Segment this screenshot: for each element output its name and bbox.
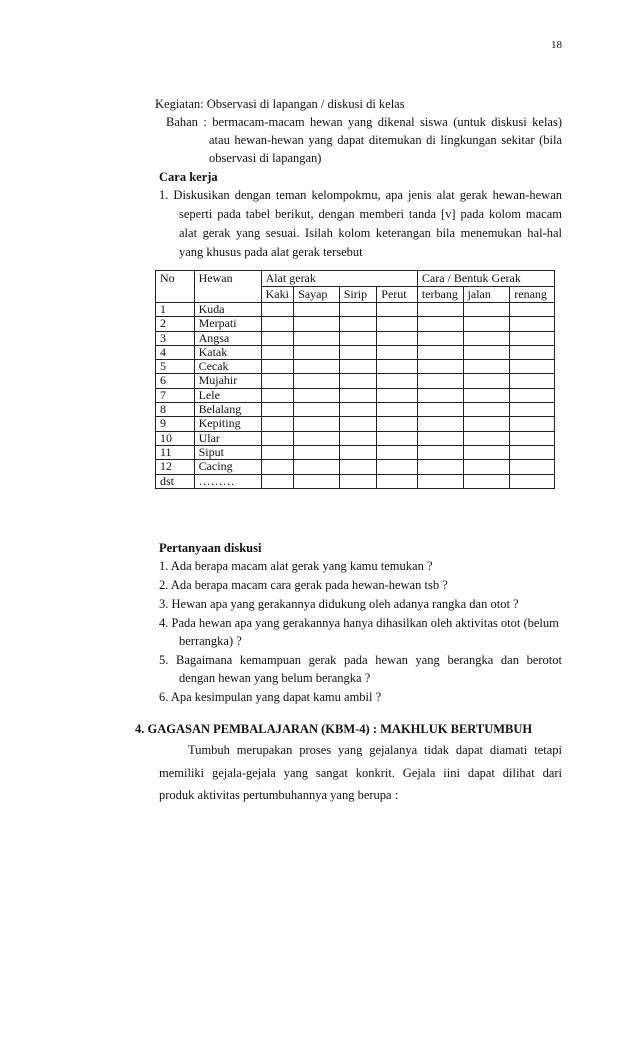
cell-no: 1	[156, 303, 195, 317]
bahan-continuation-end: observasi di lapangan)	[209, 151, 322, 165]
cara-kerja-heading: Cara kerja	[159, 170, 218, 184]
checkbox-cell[interactable]	[510, 331, 555, 345]
checkbox-cell[interactable]	[417, 431, 463, 445]
checkbox-cell[interactable]	[377, 317, 418, 331]
table-row	[156, 403, 555, 417]
checkbox-cell[interactable]	[261, 374, 293, 388]
checkbox-cell[interactable]	[463, 331, 510, 345]
cell-no: 5	[156, 360, 195, 374]
checkbox-cell[interactable]	[294, 460, 340, 474]
question-3: 3. Hewan apa yang gerakannya didukung oleh adanya rangka dan otot ?	[159, 597, 519, 611]
checkbox-cell[interactable]	[261, 388, 293, 402]
observation-table	[155, 270, 555, 489]
checkbox-cell[interactable]	[339, 331, 377, 345]
cell-hewan: Kepiting	[194, 417, 261, 431]
checkbox-cell[interactable]	[294, 374, 340, 388]
checkbox-cell[interactable]	[463, 360, 510, 374]
checkbox-cell[interactable]	[377, 303, 418, 317]
checkbox-cell[interactable]	[377, 460, 418, 474]
checkbox-cell[interactable]	[510, 460, 555, 474]
cell-no: 8	[156, 403, 195, 417]
checkbox-cell[interactable]	[261, 331, 293, 345]
checkbox-cell[interactable]	[463, 431, 510, 445]
checkbox-cell[interactable]	[377, 431, 418, 445]
checkbox-cell[interactable]	[261, 360, 293, 374]
checkbox-cell[interactable]	[339, 445, 377, 459]
header-perut: Perut	[377, 287, 418, 303]
checkbox-cell[interactable]	[510, 303, 555, 317]
checkbox-cell[interactable]	[417, 303, 463, 317]
table-header-row	[156, 271, 555, 287]
header-alat-gerak: Alat gerak	[261, 271, 417, 287]
checkbox-cell[interactable]	[339, 303, 377, 317]
cell-hewan: ………	[194, 474, 261, 488]
checkbox-cell[interactable]	[417, 345, 463, 359]
checkbox-cell[interactable]	[294, 331, 340, 345]
cell-hewan: Kuda	[194, 303, 261, 317]
question-4: 4. Pada hewan apa yang gerakannya hanya dihasilkan oleh aktivitas otot (belum	[159, 616, 559, 630]
table-row	[156, 431, 555, 445]
kegiatan-line: Kegiatan: Observasi di lapangan / diskusi di kelas	[155, 97, 405, 111]
checkbox-cell[interactable]	[339, 360, 377, 374]
header-terbang: terbang	[417, 287, 463, 303]
checkbox-cell[interactable]	[294, 403, 340, 417]
checkbox-cell[interactable]	[294, 317, 340, 331]
checkbox-cell[interactable]	[510, 445, 555, 459]
cell-no: 12	[156, 460, 195, 474]
checkbox-cell[interactable]	[463, 445, 510, 459]
checkbox-cell[interactable]	[339, 374, 377, 388]
checkbox-cell[interactable]	[463, 403, 510, 417]
page-number: 18	[551, 39, 562, 51]
checkbox-cell[interactable]	[463, 345, 510, 359]
table-row	[156, 345, 555, 359]
checkbox-cell[interactable]	[377, 345, 418, 359]
checkbox-cell[interactable]	[463, 417, 510, 431]
checkbox-cell[interactable]	[377, 331, 418, 345]
cell-hewan: Mujahir	[194, 374, 261, 388]
header-hewan: Hewan	[194, 271, 261, 303]
cara-kerja-step-1-end: yang khusus pada alat gerak tersebut	[179, 245, 363, 259]
cell-hewan: Angsa	[194, 331, 261, 345]
checkbox-cell[interactable]	[510, 417, 555, 431]
section-4-para-line-1: Tumbuh merupakan proses yang gejalanya tidak dapat diamati tetapi	[188, 743, 562, 757]
checkbox-cell[interactable]	[463, 388, 510, 402]
cara-kerja-step-1: 1. Diskusikan dengan teman kelompokmu, apa jenis alat gerak hewan-hewan	[159, 188, 562, 202]
header-sayap: Sayap	[294, 287, 340, 303]
cara-kerja-step-1-cont: seperti pada tabel berikut, dengan memberi tanda [v] pada kolom macam	[179, 207, 562, 221]
checkbox-cell[interactable]	[294, 360, 340, 374]
table-row	[156, 374, 555, 388]
checkbox-cell[interactable]	[261, 445, 293, 459]
cell-hewan: Katak	[194, 345, 261, 359]
header-renang: renang	[510, 287, 555, 303]
checkbox-cell[interactable]	[417, 374, 463, 388]
cell-no: dst	[156, 474, 195, 488]
section-4-para-line-3: produk aktivitas pertumbuhannya yang berupa :	[159, 788, 399, 802]
checkbox-cell[interactable]	[377, 417, 418, 431]
checkbox-cell[interactable]	[510, 374, 555, 388]
table-row	[156, 445, 555, 459]
bahan-line: Bahan : bermacam-macam hewan yang dikenal siswa (untuk diskusi kelas)	[166, 115, 562, 129]
checkbox-cell[interactable]	[261, 431, 293, 445]
checkbox-cell[interactable]	[510, 360, 555, 374]
checkbox-cell[interactable]	[339, 317, 377, 331]
header-no: No	[156, 271, 195, 303]
cara-kerja-step-1-cont: alat gerak yang sesuai. Isilah kolom keterangan bila menemukan hal-hal	[179, 226, 562, 240]
checkbox-cell[interactable]	[377, 360, 418, 374]
checkbox-cell[interactable]	[377, 474, 418, 488]
pertanyaan-heading: Pertanyaan diskusi	[159, 541, 262, 555]
checkbox-cell[interactable]	[510, 474, 555, 488]
checkbox-cell[interactable]	[377, 445, 418, 459]
header-sirip: Sirip	[339, 287, 377, 303]
checkbox-cell[interactable]	[417, 317, 463, 331]
cell-hewan: Ular	[194, 431, 261, 445]
checkbox-cell[interactable]	[294, 445, 340, 459]
checkbox-cell[interactable]	[261, 474, 293, 488]
checkbox-cell[interactable]	[261, 403, 293, 417]
question-4-cont: berrangka) ?	[179, 634, 242, 648]
question-5: 5. Bagaimana kemampuan gerak pada hewan yang berangka dan berotot	[159, 653, 562, 667]
table-row	[156, 460, 555, 474]
checkbox-cell[interactable]	[377, 388, 418, 402]
checkbox-cell[interactable]	[339, 431, 377, 445]
cell-hewan: Cacing	[194, 460, 261, 474]
checkbox-cell[interactable]	[339, 345, 377, 359]
cell-no: 10	[156, 431, 195, 445]
checkbox-cell[interactable]	[339, 403, 377, 417]
cell-hewan: Belalang	[194, 403, 261, 417]
checkbox-cell[interactable]	[463, 474, 510, 488]
checkbox-cell[interactable]	[510, 403, 555, 417]
table-row	[156, 474, 555, 488]
cell-no: 9	[156, 417, 195, 431]
checkbox-cell[interactable]	[261, 460, 293, 474]
table-row	[156, 417, 555, 431]
checkbox-cell[interactable]	[463, 460, 510, 474]
bahan-continuation: atau hewan-hewan yang dapat ditemukan di lingkungan sekitar (bila	[209, 133, 562, 147]
question-6: 6. Apa kesimpulan yang dapat kamu ambil ?	[159, 690, 382, 704]
cell-no: 6	[156, 374, 195, 388]
cell-no: 2	[156, 317, 195, 331]
checkbox-cell[interactable]	[339, 388, 377, 402]
section-4-para-line-2: memiliki gejala-gejala yang sangat konkrit. Gejala iini dapat dilihat dari	[159, 766, 562, 780]
table-row	[156, 331, 555, 345]
checkbox-cell[interactable]	[510, 431, 555, 445]
cell-no: 3	[156, 331, 195, 345]
checkbox-cell[interactable]	[339, 460, 377, 474]
header-jalan: jalan	[463, 287, 510, 303]
cell-hewan: Siput	[194, 445, 261, 459]
cell-no: 7	[156, 388, 195, 402]
checkbox-cell[interactable]	[510, 388, 555, 402]
checkbox-cell[interactable]	[339, 417, 377, 431]
checkbox-cell[interactable]	[417, 403, 463, 417]
checkbox-cell[interactable]	[261, 345, 293, 359]
section-4-heading: 4. GAGASAN PEMBALAJARAN (KBM-4) : MAKHLUK BERTUMBUH	[135, 722, 533, 736]
checkbox-cell[interactable]	[294, 474, 340, 488]
checkbox-cell[interactable]	[463, 303, 510, 317]
checkbox-cell[interactable]	[417, 417, 463, 431]
checkbox-cell[interactable]	[339, 474, 377, 488]
checkbox-cell[interactable]	[417, 474, 463, 488]
checkbox-cell[interactable]	[294, 388, 340, 402]
checkbox-cell[interactable]	[294, 303, 340, 317]
question-2: 2. Ada berapa macam cara gerak pada hewan-hewan tsb ?	[159, 578, 448, 592]
checkbox-cell[interactable]	[377, 403, 418, 417]
checkbox-cell[interactable]	[463, 317, 510, 331]
checkbox-cell[interactable]	[294, 345, 340, 359]
table-row	[156, 388, 555, 402]
cell-hewan: Cecak	[194, 360, 261, 374]
checkbox-cell[interactable]	[261, 317, 293, 331]
checkbox-cell[interactable]	[510, 317, 555, 331]
cell-hewan: Lele	[194, 388, 261, 402]
checkbox-cell[interactable]	[377, 374, 418, 388]
header-cara-gerak: Cara / Bentuk Gerak	[417, 271, 554, 287]
question-1: 1. Ada berapa macam alat gerak yang kamu temukan ?	[159, 559, 433, 573]
checkbox-cell[interactable]	[294, 417, 340, 431]
cell-hewan: Merpati	[194, 317, 261, 331]
cell-no: 4	[156, 345, 195, 359]
checkbox-cell[interactable]	[463, 374, 510, 388]
checkbox-cell[interactable]	[417, 360, 463, 374]
table-row	[156, 360, 555, 374]
header-kaki: Kaki	[261, 287, 293, 303]
table-row	[156, 303, 555, 317]
checkbox-cell[interactable]	[261, 303, 293, 317]
checkbox-cell[interactable]	[294, 431, 340, 445]
checkbox-cell[interactable]	[417, 445, 463, 459]
question-5-cont: dengan hewan yang belum berangka ?	[179, 671, 371, 685]
table-row	[156, 317, 555, 331]
checkbox-cell[interactable]	[417, 331, 463, 345]
checkbox-cell[interactable]	[417, 460, 463, 474]
checkbox-cell[interactable]	[510, 345, 555, 359]
checkbox-cell[interactable]	[261, 417, 293, 431]
cell-no: 11	[156, 445, 195, 459]
checkbox-cell[interactable]	[417, 388, 463, 402]
